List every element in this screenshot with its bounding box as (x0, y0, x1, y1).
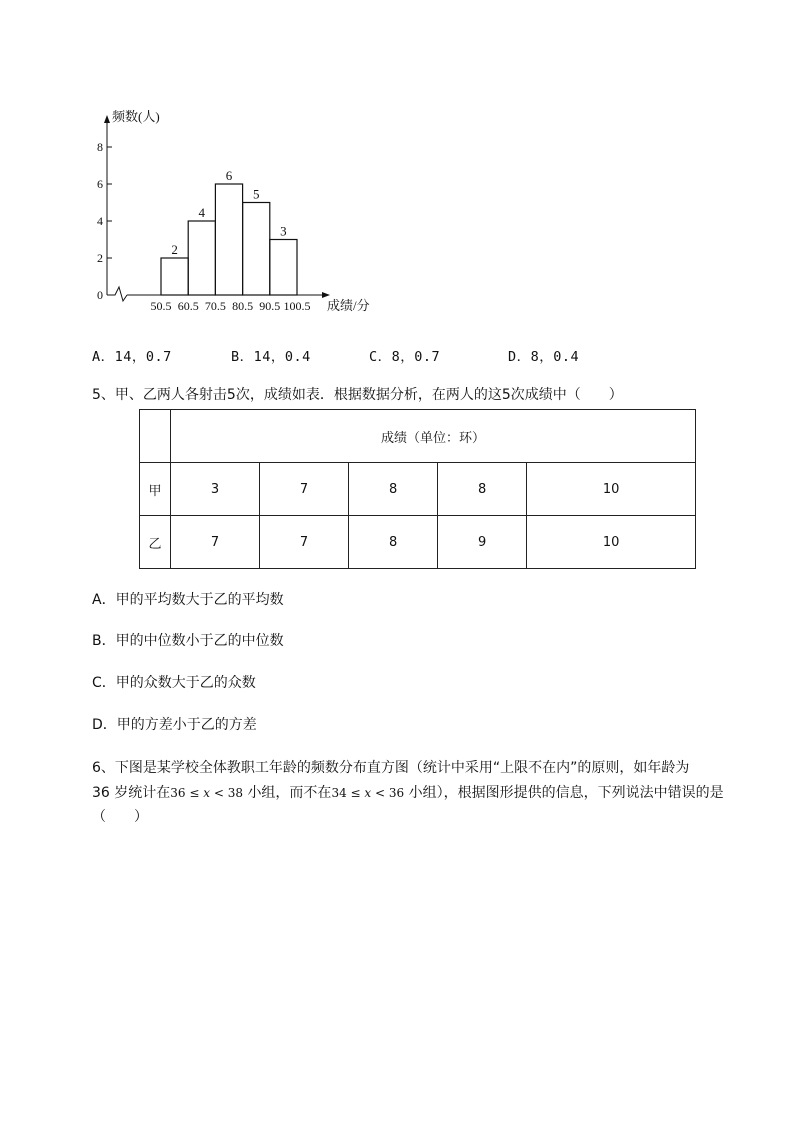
histogram-bar (188, 221, 215, 295)
q6-line-1: 6、下图是某学校全体教职工年龄的频数分布直方图（统计中采用“上限不在内”的原则，如年龄为 (92, 760, 690, 776)
table-row-jia (140, 463, 696, 516)
y-tick-label: 4 (97, 214, 103, 228)
score-cell: 8 (349, 516, 438, 569)
x-axis-label: 成绩/分 (327, 298, 370, 313)
score-cell: 9 (438, 516, 527, 569)
histogram-bar (270, 240, 297, 296)
score-cell: 7 (260, 516, 349, 569)
score-cell: 7 (171, 516, 260, 569)
x-tick-label: 100.5 (283, 299, 311, 313)
q5-option-d[interactable]: D．甲的方差小于乙的方差 (92, 717, 257, 733)
x-tick-label: 50.5 (150, 299, 172, 313)
x-tick-label: 60.5 (177, 299, 199, 313)
q5-option-c[interactable]: C．甲的众数大于乙的众数 (92, 675, 256, 691)
q6-line-3: （ ） (92, 809, 148, 825)
x-tick-label: 90.5 (259, 299, 281, 313)
x-tick-label: 80.5 (232, 299, 254, 313)
q4-option-c[interactable]: C．8，0.7 (369, 349, 441, 365)
q5-option-b[interactable]: B．甲的中位数小于乙的中位数 (92, 633, 284, 649)
y-tick-label: 8 (97, 140, 103, 154)
bar-value-label: 6 (225, 168, 233, 183)
inequality-36-38: 36 ≤ x < 38 (170, 786, 243, 800)
score-cell: 7 (260, 463, 349, 516)
histogram-bar (215, 184, 242, 295)
row-name: 甲 (140, 463, 171, 516)
row-name: 乙 (140, 516, 171, 569)
score-table (139, 409, 696, 569)
q4-option-a[interactable]: A．14，0.7 (92, 349, 172, 365)
y-tick-label: 2 (97, 251, 103, 265)
score-cell: 3 (171, 463, 260, 516)
q6-text: 36 岁统计在 (92, 785, 171, 801)
bar-value-label: 3 (280, 223, 287, 239)
q4-option-d[interactable]: D．8，0.4 (508, 349, 580, 365)
q4-option-b[interactable]: B．14，0.4 (231, 349, 311, 365)
q5-stem: 5、甲、乙两人各射击5次，成绩如表．根据数据分析，在两人的这5次成绩中（ ） (92, 387, 623, 403)
inequality-34-36: 34 ≤ x < 36 (331, 786, 405, 800)
q6-text: 小组），根据图形提供的信息，下列说法中错误的是 (408, 785, 724, 801)
table-corner-cell (140, 410, 171, 463)
bar-value-label: 2 (171, 242, 178, 257)
table-header-cell: 成绩（单位：环） (171, 410, 696, 463)
score-cell: 8 (349, 463, 438, 516)
table-row-yi (140, 516, 696, 569)
q6-line-2 (92, 781, 724, 805)
bar-value-label: 4 (198, 205, 206, 220)
y-axis-label: 频数(人) (112, 109, 160, 124)
frequency-histogram (88, 105, 388, 320)
y-tick-label: 0 (97, 288, 103, 302)
score-cell: 10 (527, 463, 696, 516)
x-tick-label: 70.5 (204, 299, 226, 313)
histogram-bar (243, 203, 270, 296)
q5-option-a[interactable]: A．甲的平均数大于乙的平均数 (92, 592, 284, 608)
score-cell: 8 (438, 463, 527, 516)
q6-text: 小组，而不在 (247, 785, 332, 801)
histogram-bar (161, 258, 188, 295)
axis-break (107, 287, 127, 301)
y-tick-label: 6 (97, 177, 103, 191)
bar-value-label: 5 (252, 186, 260, 202)
y-axis-arrow (104, 115, 110, 123)
score-cell: 10 (527, 516, 696, 569)
